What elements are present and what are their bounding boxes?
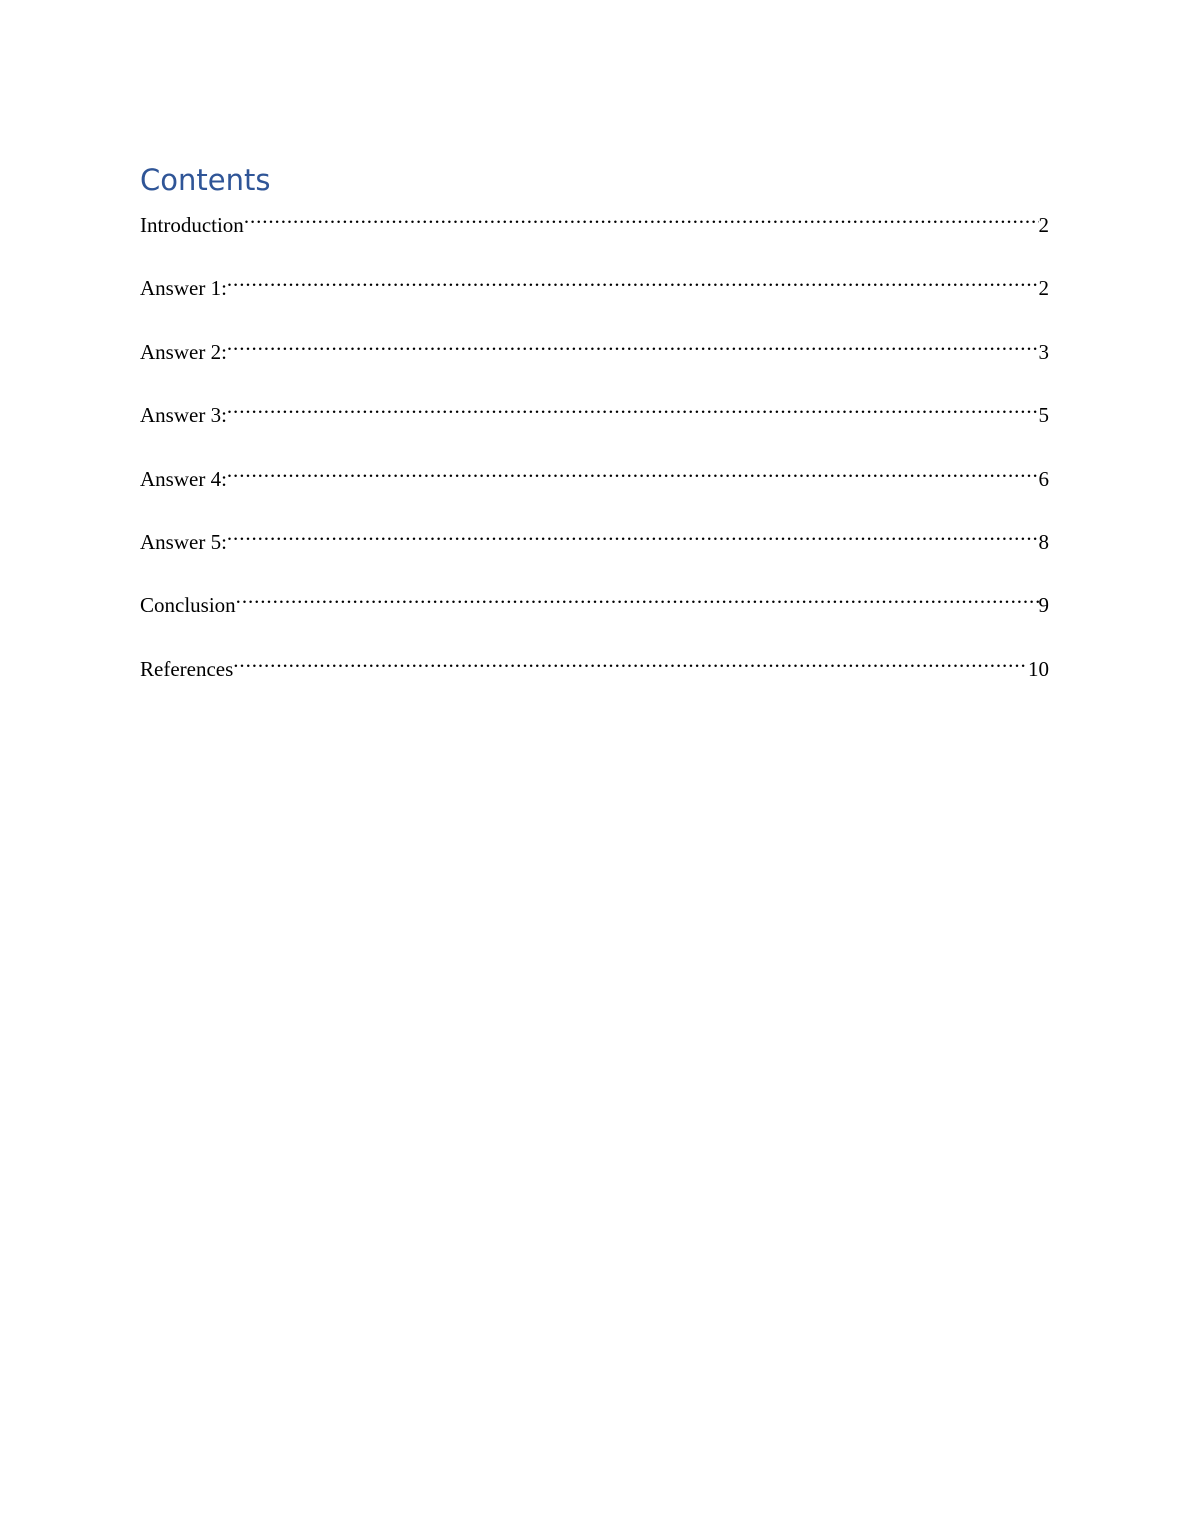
toc-dot-leader [227,454,1039,486]
toc-dot-leader [233,644,1028,676]
toc-entry-title: Conclusion [140,593,236,618]
toc-entry-page-number: 8 [1038,529,1049,554]
toc-entry-answer-5[interactable] [140,517,1049,554]
toc-entry-title: Answer 5: [140,529,227,554]
toc-dot-leader [227,327,1039,359]
toc-entry-page-number: 2 [1038,276,1049,301]
toc-dot-leader [236,580,1039,612]
toc-entry-references[interactable] [140,644,1049,681]
toc-entry-title: Answer 2: [140,339,227,364]
toc-entry-page-number: 5 [1038,403,1049,428]
toc-list [140,200,1049,681]
toc-entry-conclusion[interactable] [140,580,1049,618]
toc-entry-answer-3[interactable] [140,390,1049,428]
toc-entry-introduction[interactable] [140,200,1049,237]
toc-entry-answer-4[interactable] [140,454,1049,491]
toc-entry-page-number: 6 [1038,466,1049,491]
toc-dot-leader [227,263,1039,295]
toc-heading: Contents [140,163,271,197]
toc-entry-title: Answer 1: [140,276,227,301]
toc-entry-title: Introduction [140,213,244,237]
toc-entry-answer-1[interactable] [140,263,1049,301]
toc-entry-page-number: 9 [1038,593,1049,618]
document-page [140,160,1049,707]
toc-entry-page-number: 10 [1028,656,1049,681]
toc-entry-title: Answer 4: [140,466,227,491]
toc-entry-answer-2[interactable] [140,327,1049,364]
toc-entry-page-number: 2 [1038,213,1049,237]
toc-entry-title: Answer 3: [140,403,227,428]
toc-dot-leader [244,200,1039,232]
toc-entry-title: References [140,656,234,681]
toc-dot-leader [227,517,1039,549]
toc-entry-page-number: 3 [1038,339,1049,364]
toc-dot-leader [227,390,1039,422]
